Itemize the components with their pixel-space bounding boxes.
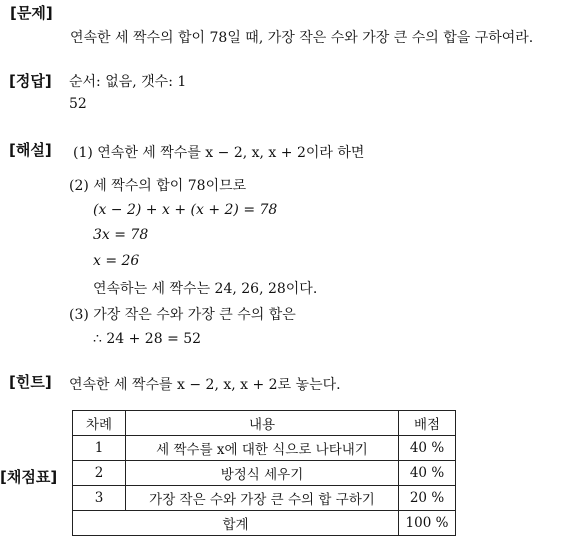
rubric-row xyxy=(73,461,456,486)
explanation-step-3: (3) 가장 작은 수와 가장 큰 수의 합은 xyxy=(69,307,296,323)
rubric-row xyxy=(73,486,456,511)
equation-4: ∴ 24 + 28 = 52 xyxy=(93,331,202,347)
rubric-row-points: 40 % xyxy=(399,461,456,486)
explanation-label: [해설] xyxy=(9,141,52,159)
rubric-table xyxy=(72,410,456,536)
rubric-label: [채점표] xyxy=(0,468,58,486)
rubric-row-order: 2 xyxy=(73,461,126,486)
rubric-row-content: 방정식 세우기 xyxy=(126,461,399,486)
answer-label: [정답] xyxy=(9,72,52,90)
problem-label: [문제] xyxy=(10,4,53,22)
rubric-header-content: 내용 xyxy=(126,411,399,436)
problem-text: 연속한 세 짝수의 합이 78일 때, 가장 작은 수와 가장 큰 수의 합을 구하여라. xyxy=(70,30,534,46)
rubric-total-points: 100 % xyxy=(399,511,456,536)
equation-1: (x − 2) + x + (x + 2) = 78 xyxy=(93,202,278,218)
rubric-row-points: 40 % xyxy=(399,436,456,461)
rubric-row-order: 3 xyxy=(73,486,126,511)
rubric-row-order: 1 xyxy=(73,436,126,461)
hint-label: [힌트] xyxy=(9,373,52,391)
equation-2: 3x = 78 xyxy=(93,227,149,243)
rubric-row-points: 20 % xyxy=(399,486,456,511)
rubric-total-label: 합계 xyxy=(73,511,399,536)
answer-value: 52 xyxy=(69,96,87,112)
rubric-header-points: 배점 xyxy=(399,411,456,436)
answer-meta: 순서: 없음, 갯수: 1 xyxy=(69,74,187,90)
explanation-step-1: (1) 연속한 세 짝수를 x − 2, x, x + 2이라 하면 xyxy=(73,145,365,161)
hint-text: 연속한 세 짝수를 x − 2, x, x + 2로 놓는다. xyxy=(69,377,341,393)
rubric-row xyxy=(73,436,456,461)
equation-3: x = 26 xyxy=(93,253,140,269)
rubric-header-order: 차례 xyxy=(73,411,126,436)
rubric-total-row xyxy=(73,511,456,536)
explanation-step-2-result: 연속하는 세 짝수는 24, 26, 28이다. xyxy=(93,281,318,297)
rubric-header-row xyxy=(73,411,456,436)
explanation-step-2: (2) 세 짝수의 합이 78이므로 xyxy=(69,178,247,194)
rubric-row-content: 세 짝수를 x에 대한 식으로 나타내기 xyxy=(126,436,399,461)
rubric-row-content: 가장 작은 수와 가장 큰 수의 합 구하기 xyxy=(126,486,399,511)
